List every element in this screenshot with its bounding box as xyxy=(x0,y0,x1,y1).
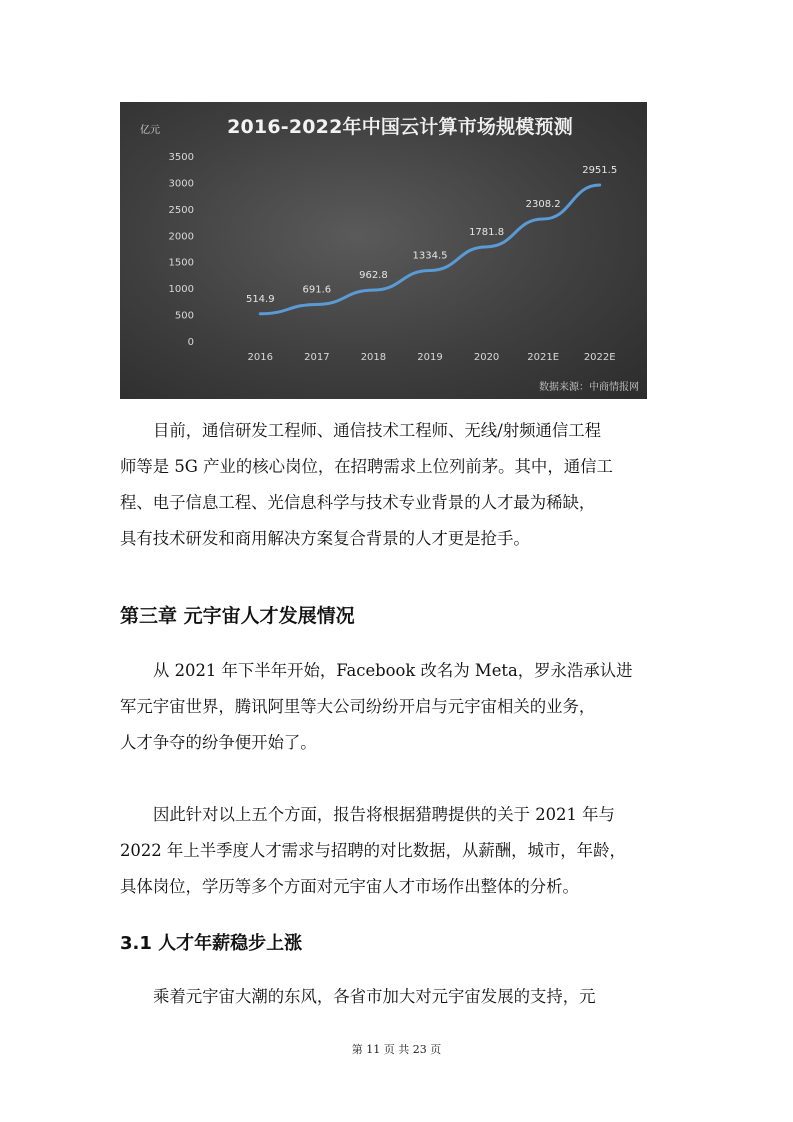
chart-title: 2016-2022年中国云计算市场规模预测 xyxy=(227,116,573,138)
text-line: 具体岗位，学历等多个方面对元宇宙人才市场作出整体的分析。 xyxy=(120,877,579,896)
chart-source: 数据来源：中商情报网 xyxy=(539,382,639,393)
market-size-chart xyxy=(120,102,647,399)
y-tick-label: 2000 xyxy=(168,231,194,243)
data-label: 962.8 xyxy=(359,270,388,282)
text-line: 目前，通信研发工程师、通信技术工程师、无线/射频通信工程 xyxy=(153,421,602,440)
x-tick-label: 2022E xyxy=(583,352,616,363)
y-tick-label: 2500 xyxy=(168,204,194,216)
text-line: 人才争夺的纷争便开始了。 xyxy=(120,733,317,752)
y-tick-label: 3000 xyxy=(168,178,194,190)
y-tick-label: 0 xyxy=(187,337,194,348)
section-heading: 3.1 人才年薪稳步上涨 xyxy=(120,933,303,954)
y-tick-label: 500 xyxy=(174,310,194,322)
chart-y-unit: 亿元 xyxy=(140,125,160,136)
y-tick-label: 3500 xyxy=(168,152,194,163)
data-label: 1334.5 xyxy=(412,250,448,262)
x-tick-label: 2017 xyxy=(304,352,330,363)
data-label: 691.6 xyxy=(302,284,332,296)
paragraph-5g-roles xyxy=(120,413,680,557)
data-label: 2951.5 xyxy=(582,164,618,176)
chart-plot xyxy=(120,102,647,399)
paragraph-report-scope xyxy=(120,797,680,905)
text-line: 2022 年上半季度人才需求与招聘的对比数据，从薪酬，城市，年龄， xyxy=(120,841,626,860)
text-line: 程、电子信息工程、光信息科学与技术专业背景的人才最为稀缺， xyxy=(120,493,596,512)
x-tick-label: 2016 xyxy=(247,352,274,363)
data-label: 1781.8 xyxy=(469,226,505,238)
text-line: 师等是 5G 产业的核心岗位，在招聘需求上位列前茅。其中，通信工 xyxy=(120,457,613,476)
x-tick-label: 2020 xyxy=(473,352,500,363)
paragraph-salary-intro xyxy=(120,979,680,1015)
chapter-heading: 第三章 元宇宙人才发展情况 xyxy=(120,605,355,627)
text-line: 从 2021 年下半年开始，Facebook 改名为 Meta，罗永浩承认进 xyxy=(153,661,633,680)
y-tick-label: 1000 xyxy=(168,284,194,296)
x-tick-label: 2021E xyxy=(527,352,560,363)
text-line: 乘着元宇宙大潮的东风，各省市加大对元宇宙发展的支持，元 xyxy=(153,987,596,1006)
text-line: 因此针对以上五个方面，报告将根据猎聘提供的关于 2021 年与 xyxy=(153,805,615,824)
text-line: 军元宇宙世界，腾讯阿里等大公司纷纷开启与元宇宙相关的业务， xyxy=(120,697,596,716)
x-tick-label: 2018 xyxy=(360,352,387,363)
data-label: 514.9 xyxy=(245,293,275,305)
data-label: 2308.2 xyxy=(525,198,561,210)
text-line: 具有技术研发和商用解决方案复合背景的人才更是抢手。 xyxy=(120,529,530,548)
y-tick-label: 1500 xyxy=(168,257,194,269)
paragraph-metaverse-intro xyxy=(120,653,680,761)
page-footer: 第 11 页 共 23 页 xyxy=(351,1043,442,1056)
x-tick-label: 2019 xyxy=(417,352,443,363)
